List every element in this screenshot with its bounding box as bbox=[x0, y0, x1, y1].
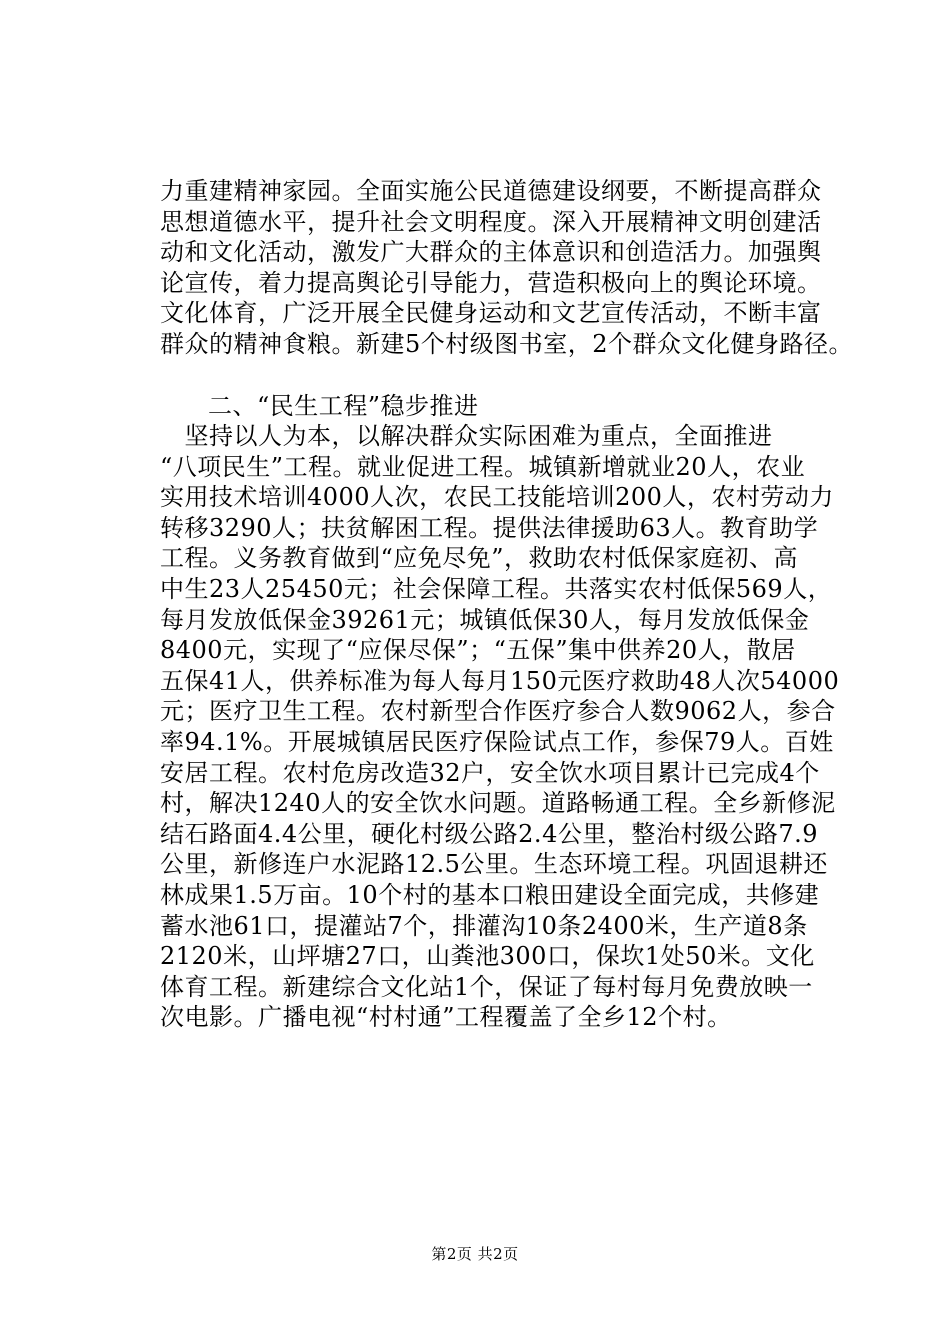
section-heading: 二、“民生工程”稳步推进 bbox=[208, 392, 479, 420]
text-line: 村，解决1240人的安全饮水问题。道路畅通工程。全乡新修泥 bbox=[160, 789, 836, 818]
text-line: “八项民生”工程。就业促进工程。城镇新增就业20人，农业 bbox=[160, 452, 806, 481]
text-line: 力重建精神家园。全面实施公民道德建设纲要，不断提高群众 bbox=[160, 177, 822, 205]
text-line: 率94.1%。开展城镇居民医疗保险试点工作，参保79人。百姓 bbox=[160, 727, 834, 756]
text-line: 中生23人25450元；社会保障工程。共落实农村低保569人， bbox=[160, 574, 833, 603]
text-line: 文化体育，广泛开展全民健身运动和文艺宣传活动，不断丰富 bbox=[160, 299, 822, 328]
text-line: 动和文化活动，激发广大群众的主体意识和创造活力。加强舆 bbox=[160, 238, 822, 267]
text-line: 安居工程。农村危房改造32户，安全饮水项目累计已完成4个 bbox=[160, 758, 820, 787]
text-line: 林成果1.5万亩。10个村的基本口粮田建设全面完成，共修建 bbox=[160, 880, 820, 909]
text-line: 实用技术培训4000人次，农民工技能培训200人，农村劳动力 bbox=[160, 483, 834, 512]
text-line: 蓄水池61口，提灌站7个，排灌沟10条2400米，生产道8条 bbox=[160, 911, 808, 940]
text-line: 工程。义务教育做到“应免尽免”，救助农村低保家庭初、高 bbox=[160, 544, 799, 573]
text-line: 次电影。广播电视“村村通”工程覆盖了全乡12个村。 bbox=[160, 1003, 732, 1032]
text-line: 论宣传，着力提高舆论引导能力，营造积极向上的舆论环境。 bbox=[160, 268, 822, 297]
text-line: 2120米，山坪塘27口，山粪池300口，保坎1处50米。文化 bbox=[160, 942, 815, 971]
paragraph-spiritual-civilization bbox=[160, 176, 854, 360]
text-line: 公里，新修连户水泥路12.5公里。生态环境工程。巩固退耕还 bbox=[160, 850, 828, 879]
text-line: 转移3290人；扶贫解困工程。提供法律援助63人。教育助学 bbox=[160, 513, 819, 542]
text-line: 坚持以人为本，以解决群众实际困难为重点，全面推进 bbox=[160, 422, 773, 450]
text-line: 8400元，实现了“应保尽保”；“五保”集中供养20人，散居 bbox=[160, 636, 796, 665]
paragraph-livelihood-projects bbox=[160, 421, 840, 1033]
page-footer: 第2页 共2页 bbox=[431, 1245, 519, 1263]
text-line: 思想道德水平，提升社会文明程度。深入开展精神文明创建活 bbox=[160, 207, 822, 236]
text-line: 结石路面4.4公里，硬化村级公路2.4公里，整治村级公路7.9 bbox=[160, 819, 819, 848]
text-line: 群众的精神食粮。新建5个村级图书室，2个群众文化健身路径。 bbox=[160, 329, 854, 358]
text-line: 五保41人，供养标准为每人每月150元医疗救助48人次54000 bbox=[160, 666, 840, 695]
text-line: 每月发放低保金39261元；城镇低保30人，每月发放低保金 bbox=[160, 605, 810, 634]
text-line: 体育工程。新建综合文化站1个，保证了每村每月免费放映一 bbox=[160, 972, 813, 1001]
text-line: 元；医疗卫生工程。农村新型合作医疗参合人数9062人，参合 bbox=[160, 697, 836, 726]
